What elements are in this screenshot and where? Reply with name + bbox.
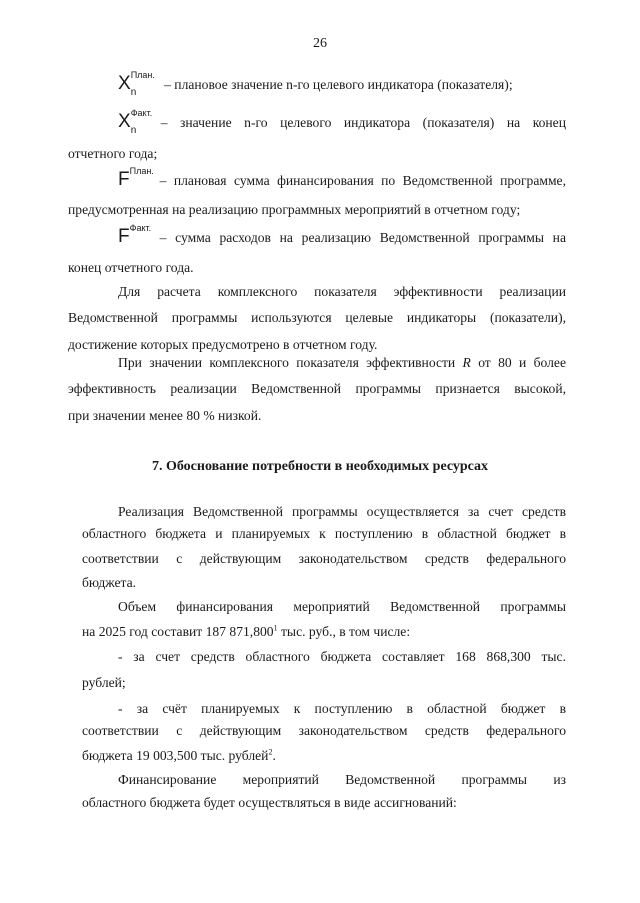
paragraph-resources-line4: бюджета.	[82, 575, 137, 590]
symbol-f: F Факт.	[118, 226, 130, 247]
variable-r: R	[462, 355, 471, 370]
definition-text: – плановое значение n-го целевого индикатора (показателя);	[164, 77, 513, 92]
paragraph-threshold-line1: При значении комплексного показателя эффективности R от 80 и более	[118, 355, 567, 370]
definition-x-fact	[118, 108, 566, 136]
paragraph-indicators-line2: Ведомственной программы используются целевые индикаторы (показатели),	[68, 310, 566, 325]
paragraph-assignments-line2: областного бюджета будет осуществляться в виде ассигнований:	[82, 795, 457, 810]
bullet-federal-line2: соответствии с действующим законодательством средств федерального	[82, 723, 566, 738]
footnote-marker-2: 2	[268, 747, 273, 757]
symbol-superscript: План.	[130, 70, 155, 80]
definition-text: – значение n-го целевого индикатора (показателя) на конец	[160, 115, 566, 130]
bullet-federal-line3: бюджета 19 003,500 тыс. рублей$^2$.	[82, 747, 276, 763]
definition-text-continued: отчетного года;	[68, 146, 158, 161]
footnote-marker-1: 1	[273, 623, 278, 633]
bullet-regional-line2: рублей;	[82, 675, 126, 690]
section-heading: 7. Обоснование потребности в необходимых ресурсах	[151, 459, 489, 474]
symbol-subscript: n	[130, 125, 137, 136]
symbol-superscript: Факт.	[129, 223, 152, 233]
definition-x-plan	[118, 70, 618, 98]
bullet-federal-line1: - за счёт планируемых к поступлению в областной бюджет в	[118, 701, 566, 716]
symbol-f: F План.	[118, 169, 130, 190]
symbol-superscript: Факт.	[130, 108, 153, 118]
definition-text-continued: предусмотренная на реализацию программных мероприятий в отчетном году;	[68, 202, 521, 217]
paragraph-resources-line1: Реализация Ведомственной программы осуществляется за счет средств	[118, 504, 566, 519]
paragraph-assignments-line1: Финансирование мероприятий Ведомственной программы из	[118, 772, 566, 787]
paragraph-indicators-line1: Для расчета комплексного показателя эффективности реализации	[118, 284, 566, 299]
definition-f-fact	[118, 223, 566, 247]
definition-f-plan	[118, 166, 566, 190]
paragraph-volume-line2: на 2025 год составит 187 871,800$^1$ тыс. руб., в том числе:	[82, 623, 411, 639]
symbol-superscript: План.	[129, 166, 154, 176]
definition-text: – сумма расходов на реализацию Ведомственной программы на	[159, 230, 566, 245]
definition-text: – плановая сумма финансирования по Ведомственной программе,	[159, 173, 566, 188]
paragraph-threshold-line2: эффективность реализации Ведомственной программы признается высокой,	[68, 381, 566, 396]
bullet-regional-line1: - за счет средств областного бюджета составляет 168 868,300 тыс.	[118, 649, 566, 664]
symbol-subscript: n	[130, 87, 137, 98]
paragraph-volume-line1: Объем финансирования мероприятий Ведомственной программы	[118, 599, 566, 614]
definition-text-continued: конец отчетного года.	[68, 260, 194, 275]
symbol-x: X Факт. n	[118, 111, 131, 132]
paragraph-indicators-line3: достижение которых предусмотрено в отчетном году.	[68, 337, 378, 352]
page-number: 26	[313, 36, 327, 51]
symbol-x: X План. n	[118, 73, 131, 94]
paragraph-resources-line2: областного бюджета и планируемых к поступлению в областной бюджет в	[82, 526, 566, 541]
paragraph-resources-line3: соответствии с действующим законодательством средств федерального	[82, 551, 566, 566]
paragraph-threshold-line3: при значении менее 80 % низкой.	[68, 408, 262, 423]
